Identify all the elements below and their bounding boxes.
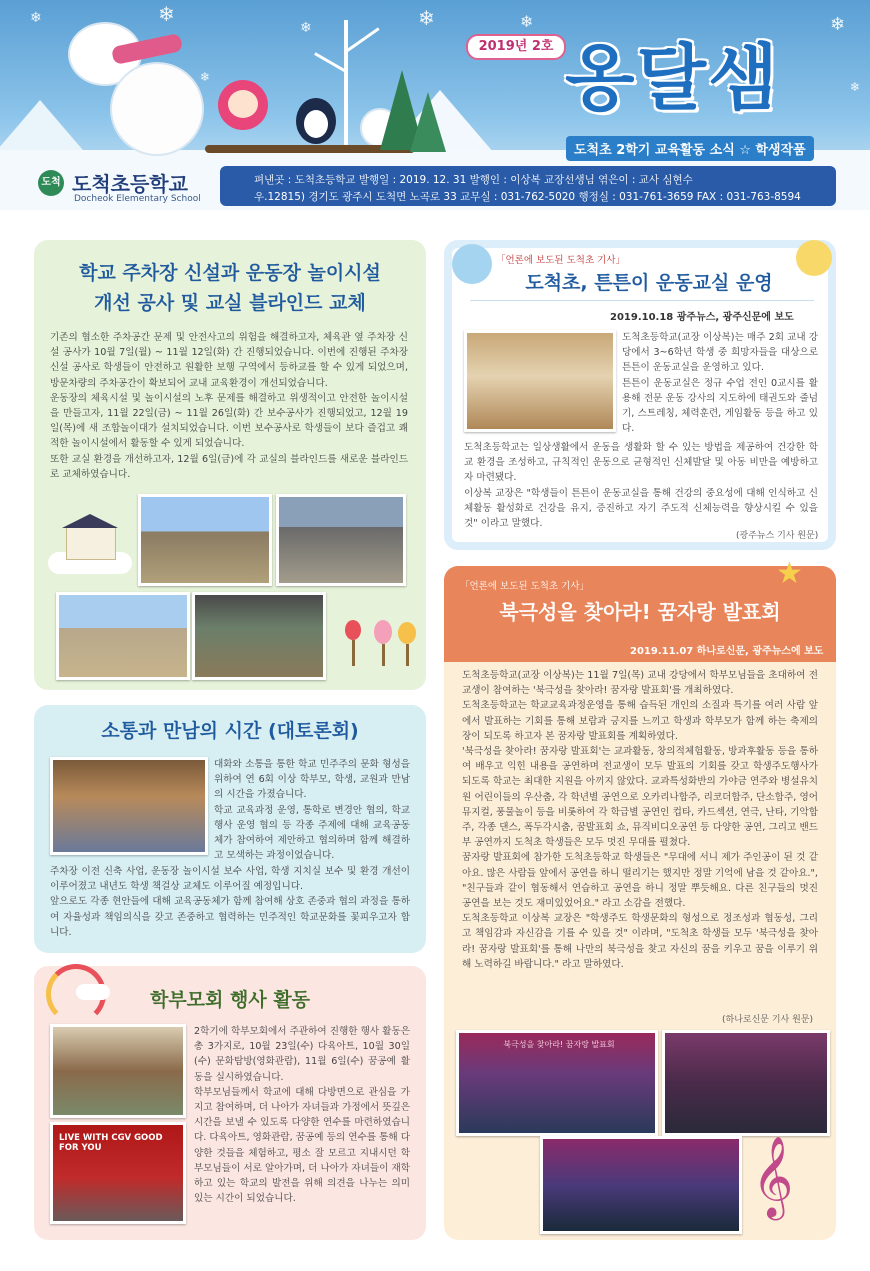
article-parking-title-line2: 개선 공사 및 교실 블라인드 교체	[94, 292, 366, 314]
tree-trunk	[382, 644, 385, 666]
polar-bear-body	[110, 62, 204, 156]
article-forum-title: 소통과 만남의 시간 (대토론회)	[101, 720, 359, 742]
snowflake-icon: ❄	[200, 70, 211, 84]
penguin-belly	[304, 110, 328, 138]
stage-banner-text: 북극성을 찾아라! 꿈자랑 발표회	[503, 1040, 615, 1049]
article-dream-body: 도척초등학교(교장 이상복)는 11월 7일(목) 교내 강당에서 학부모님들을 초대하여 전교생이 참여하는 '북극성을 찾아라! 꿈자랑 발표회'를 개최하였다. 도척초등학교는 학교교육과정운영을 통해 습득된 개인의 소질과 특기를 여러 사람 앞에서 발표하는 기회를 통해 보람과 긍지를 느끼고 학생과 학부모가 함께 하는 축제의 장이 되도록 하고자 본 꿈자랑 발표회를 계획하였다. '북극성을 찾아라! 꿈자랑 발표회'는 교과활동, 창의적체험활동, 방과후활동 등을 통하여 배우고 익힌 내용을 공연하며 전교생이 모두 발표의 기회를 갖고 학생주도행사가 되도록 학교는 최대한 지원을 아끼지 않았다. 교과특성화반의 가야금 연주와 병설유치원 어린이들의 우산춤, 각 학년별 공연으로 오카리나합주, 리코더합주, 단소합주, 영어뮤지컬, 풍물놀이 등을 비롯하여 각 학급별 공연인 컵타, 카드섹션, 연극, 난타, 기악합주, 각종 댄스, 폭두각시춤, 꿈발표회 쇼, 뮤직비디오공연 등 다양한 공연, 그리고 밴드부 공연까지 도척초 학생들은 모두 멋진 무대를 펼쳤다. 꿈자랑 발표회에 참가한 도척초등학교 학생들은 "무대에 서니 제가 주인공이 된 것 같아요. 많은 사람들 앞에서 공연을 하니 떨리기는 했지만 정말 기억에 남을 것 같아요.", "친구들과 같이 협동해서 연습하고 공연을 하니 정말 뿌듯해요. 다른 친구들의 멋진 공연을 보는 것도 재미있었어요." 라고 소감을 전했다. 도척초등학교 이상복 교장은 "학생주도 학생문화의 형성으로 정조성과 협동성, 그리고 책임감과 자신감을 기를 수 있을 것" 이라며, "도척초 학생들 모두 '북극성을 찾아라! 꿈자랑 발표회'를 통해 나만의 북극성을 찾고 자신의 꿈을 키우고 꿈을 이루기 위해 노력하길 바랍니다." 라고 말하였다.	[462, 670, 818, 970]
article-parking-title	[34, 258, 426, 318]
newsletter-title: 옹달샘	[565, 36, 780, 120]
treble-clef-icon: 𝄞	[752, 1135, 794, 1217]
article-exercise-tag: 「언론에 보도된 도척초 기사」	[496, 255, 626, 266]
article-parking-title-line1: 학교 주차장 신설과 운동장 놀이시설	[79, 262, 381, 284]
building-shape	[66, 526, 116, 560]
tree-icon	[344, 20, 348, 150]
pine-tree-icon	[410, 92, 446, 152]
tree-branch	[345, 27, 379, 52]
publication-info-row2: 우.12815) 경기도 광주시 도척면 노곡로 33 교무실 : 031-762-5020 행정실 : 031-761-3659 FAX : 031-763-8594	[254, 191, 801, 203]
child-face	[228, 90, 258, 118]
publication-info-bar	[220, 166, 836, 206]
photo-new-parking-lot	[138, 494, 272, 586]
article-forum-body-full: 주차장 이전 신축 사업, 운동장 놀이시설 보수 사업, 학생 지치실 보수 및 환경 개선이 이루어졌고 내년도 학생 책걸상 교체도 이루어질 예정입니다. 앞으로도 각종 현안들에 대해 교육공동체가 함께 참여해 상호 존중과 협의 과정을 통하여 자율성과 책임의식을 갖고 존중하고 협력하는 민주적인 학교문화를 꽃피우고자 합니다.	[50, 866, 410, 938]
article-exercise-credit: (광주뉴스 기사 원문)	[736, 531, 819, 541]
newsletter-subtitle: 도척초 2학기 교육활동 소식 ☆ 학생작품	[566, 136, 814, 161]
tree-branch	[314, 52, 347, 73]
school-name: 도척초등학교	[72, 172, 188, 196]
school-logo: 도척	[38, 170, 64, 196]
snowflake-icon: ❄	[520, 12, 534, 31]
tree-trunk	[352, 640, 355, 666]
newsletter-header	[0, 0, 870, 210]
photo-succulent-art	[50, 1024, 186, 1118]
cinema-sign-text: LIVE WITH CGV GOOD FOR YOU	[59, 1133, 163, 1153]
photo-dream-stage	[456, 1030, 658, 1136]
photo-dream-performance	[662, 1030, 830, 1136]
roof-shape	[62, 514, 118, 528]
article-dream-dateline: 2019.11.07 하나로신문, 광주뉴스에 보도	[630, 646, 824, 657]
snowflake-icon: ❄	[418, 6, 435, 30]
tree-icon	[345, 620, 361, 640]
article-exercise-title: 도척초, 튼튼이 운동교실 운영	[525, 272, 773, 294]
tree-icon	[374, 620, 392, 644]
article-exercise-body-side: 도척초등학교(교장 이상복)는 매주 2회 교내 강당에서 3~6학년 학생 중 희망자들을 대상으로 튼튼이 운동교실을 운영하고 있다. 튼튼이 운동교실은 정규 수업 전인 0교시를 활용해 전문 운동 강사의 지도하에 태권도와 줄넘기, 스트레칭, 체력훈련, 게임활동 등을 하고 있다.	[622, 332, 818, 435]
article-parents-body: 2학기에 학부모회에서 주관하여 진행한 행사 활동은 총 3가지로, 10월 23일(수) 다육아트, 10월 30일(수) 문화탐방(영화관람), 11월 6일(수) 꿈공예 활동을 실시하였습니다. 학부모님들께서 학교에 대해 다방면으로 관심을 가지고 참여하며, 더 나아가 자녀들과 가정에서 뜻깊은 시간을 보낼 수 있도록 다양한 연수를 마련하였습니다. 다육아트, 영화관람, 꿈공예 등의 연수를 통해 다양한 것들을 체험하고, 평소 잘 모르고 지내시던 학부모님들이 서로 알아가며, 더 나아가 자녀들이 재학하고 있는 학교의 발전을 위해 의견을 나누는 의미 있는 시간이 되었습니다.	[194, 1026, 410, 1205]
school-building-icon	[44, 508, 134, 578]
photo-playground	[56, 592, 190, 680]
snowflake-icon: ❄	[300, 20, 312, 36]
snowflake-icon: ❄	[830, 14, 846, 35]
photo-dream-choir	[540, 1136, 742, 1234]
article-dream-credit: (하나로신문 기사 원문)	[722, 1015, 813, 1025]
article-dream-title: 북극성을 찾아라! 꿈자랑 발표회	[499, 600, 781, 624]
snowflake-icon: ❄	[158, 2, 175, 26]
issue-badge: 2019년 2호	[466, 34, 566, 60]
divider	[470, 300, 814, 301]
tree-trunk	[406, 644, 409, 666]
snowflake-icon: ❄	[850, 80, 861, 94]
photo-classroom-blinds	[192, 592, 326, 680]
publication-info-row1: 펴낸곳 : 도척초등학교 발행일 : 2019. 12. 31 발행인 : 이상복 교장선생님 엮은이 : 교사 심현수	[254, 174, 693, 186]
article-dream-tag: 「언론에 보도된 도척초 기사」	[460, 581, 590, 592]
article-forum-body-side: 대화와 소통을 통한 학교 민주주의 문화 형성을 위하여 연 6회 이상 학부모, 학생, 교원과 만남의 시간을 가졌습니다. 학교 교육과정 운영, 통학로 변경안 협의, 학교행사 운영 협의 등 각종 주제에 대해 교육공동체가 참여하여 제안하고 협의하며 함께 해결하고 모색하는 과정이었습니다.	[214, 759, 410, 861]
photo-movie-outing	[50, 1122, 186, 1224]
article-parents-title: 학부모회 행사 활동	[149, 989, 311, 1011]
tree-icon	[398, 622, 416, 644]
photo-forum-meeting	[50, 757, 208, 855]
snowflake-icon: ❄	[30, 10, 42, 26]
star-icon: ★	[776, 556, 803, 591]
photo-gym-class	[464, 330, 616, 432]
photo-parking-fence	[276, 494, 406, 586]
article-exercise-body-full: 도척초등학교는 일상생활에서 운동을 생활화 할 수 있는 방법을 제공하여 건강한 학교 환경을 조성하고, 규칙적인 운동으로 균형적인 신체발달 및 아동 비만을 예방하고자 마련됐다. 이상복 교장은 "학생들이 튼튼이 운동교실을 통해 건강의 중요성에 대해 인식하고 신체활동 활성화로 건강을 유지, 증진하고 자기 주도적 신체능력을 향상시킬 수 있을 것" 이라고 말했다.	[464, 442, 818, 528]
article-exercise-dateline: 2019.10.18 광주뉴스, 광주신문에 보도	[610, 312, 794, 323]
article-parking-body: 기존의 협소한 주차공간 문제 및 안전사고의 위험을 해결하고자, 체육관 옆 주차장 신설 공사가 10월 7일(월) ~ 11월 12일(화) 간 진행되었습니다. 이번에 진행된 주차장 신설 공사로 학생들이 안전하고 원활한 보행 구역에서 등하교를 할 수 있게 되었으며, 방문차량의 주차공간이 확보되어 교내 교육환경이 개선되었습니다. 운동장의 체육시설 및 놀이시설의 노후 문제를 해결하고 위생적이고 안전한 놀이시설을 만들고자, 11월 22일(금) ~ 11월 26일(화) 간 보수공사가 진행되었고, 12월 19일(목)에 새 조합놀이대가 설치되었습니다. 이번 보수공사로 학생들이 보다 즐겁고 쾌적한 놀이시설에서 활동할 수 있게 되었습니다. 또한 교실 환경을 개선하고자, 12월 6일(금)에 각 교실의 블라인드를 새로운 블라인드로 교체하였습니다.	[50, 332, 408, 480]
school-name-english: Docheok Elementary School	[74, 194, 201, 204]
